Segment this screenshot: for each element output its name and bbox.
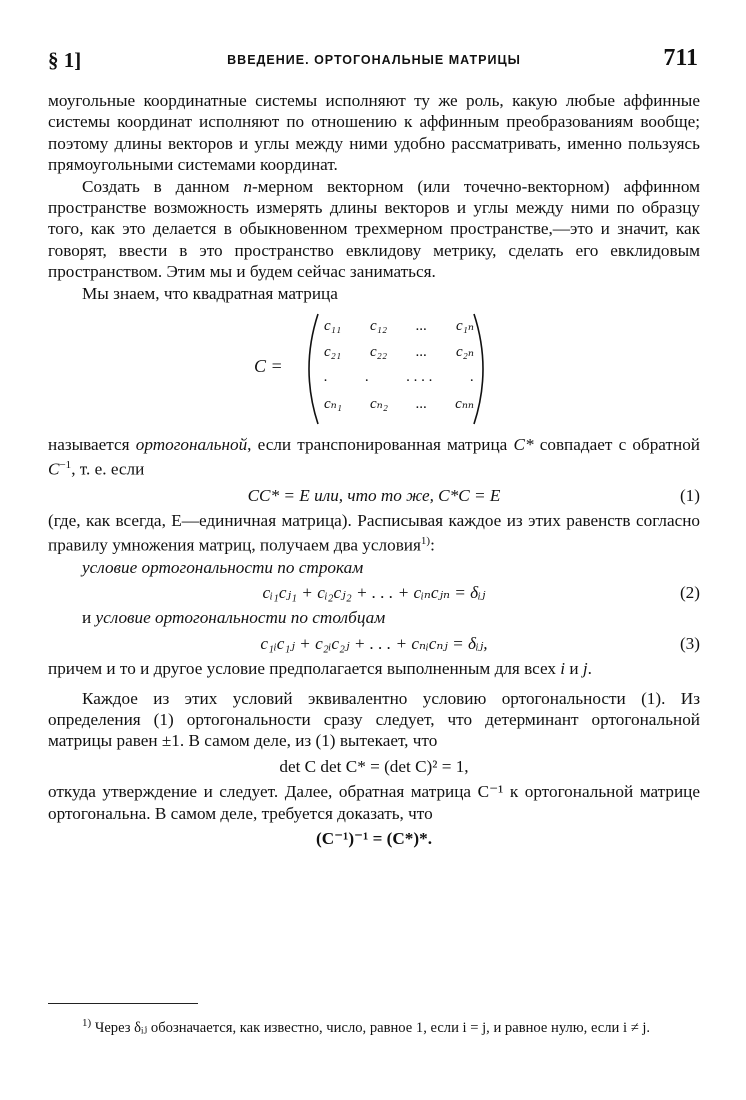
p5-end: : (430, 536, 435, 556)
p2-n: n (243, 176, 252, 196)
term-orthogonal: ортогональной (135, 435, 248, 455)
paragraph-2 (48, 176, 700, 283)
footnote-mark: 1) (82, 1017, 92, 1029)
paragraph-5 (48, 510, 700, 557)
equation-2 (48, 582, 700, 603)
matrix-cell: cₙ₁ (324, 396, 342, 413)
matrix-cell: cₙ₂ (369, 396, 388, 413)
footnote-text: Через δᵢⱼ обозначается, как известно, число, равное 1, если i = j, и равное нулю, если i ≠ j. (94, 1019, 651, 1036)
matrix-row-n (324, 394, 474, 415)
matrix-cell: c₁₁ (324, 318, 342, 335)
p4-cinv-sup: −1 (59, 459, 72, 472)
matrix-cell: c₁ₙ (456, 318, 474, 335)
running-header (48, 44, 700, 74)
p2-start: Создать в данном (82, 176, 244, 196)
matrix-cell: c₂₁ (324, 344, 342, 361)
condition-rows-text: условие ортогональности по строкам (82, 557, 364, 577)
equation-3 (48, 633, 700, 654)
matrix-cell: cₙₙ (455, 396, 474, 413)
matrix-cell: c₂ₙ (456, 344, 474, 361)
matrix-cell: c₂₂ (369, 344, 388, 361)
body-text (48, 90, 700, 853)
condition-cols-heading (48, 607, 700, 628)
paragraph-3: Мы знаем, что квадратная матрица (82, 283, 338, 303)
p5-text: (где, как всегда, E—единичная матрица). Расписывая каждое из этих равенств согласно правилу умножения матриц, получаем два условия (48, 511, 700, 556)
p6-j: j (582, 659, 588, 679)
p4-cstar: C* (513, 435, 534, 455)
p4-d: совпадает с обратной (533, 435, 700, 455)
paragraph-4 (48, 434, 700, 481)
equation-det-body: det C det C* = (det C)² = 1, (279, 756, 469, 776)
equation-2-body: cᵢ₁cⱼ₁ + cᵢ₂cⱼ₂ + . . . + cᵢₙcⱼₙ = δᵢⱼ (262, 582, 486, 602)
matrix-label: C = (254, 356, 283, 377)
footnote-rule (48, 1003, 198, 1004)
footnote-ref: 1) (420, 535, 431, 548)
equation-det (48, 756, 700, 777)
matrix-cell: . (470, 369, 474, 386)
equation-inverse (48, 828, 700, 849)
p4-f: , т. е. если (71, 460, 145, 480)
condition-cols-and: и (82, 608, 96, 628)
equation-3-body: c₁ᵢc₁ⱼ + c₂ᵢc₂ⱼ + . . . + cₙᵢcₙⱼ = δᵢⱼ, (260, 633, 488, 653)
equation-2-number: (2) (679, 582, 700, 602)
footnote (48, 1014, 700, 1037)
page-number: 711 (663, 45, 698, 71)
matrix-row-2 (324, 342, 474, 363)
equation-inverse-body: (C⁻¹)⁻¹ = (C*)*. (315, 829, 433, 849)
paragraph-1: моугольные координатные системы исполняют ту же роль, какую любые аффинные системы координат исполняют по отношению к аффинным преобразованиям вообще; поэтому длины векторов и углы между ними удобно рассматривать, именно пользуясь прямоугольными системами координат. (48, 91, 700, 175)
equation-1-body: CC* = E или, что то же, C*C = E (247, 485, 501, 505)
p2-rest: -мерном векторном (или точечно-векторном) аффинном пространстве возможность измерять длины векторов и углы между ними по образцу того, как это делается в обыкновенном трехмерном пространстве,—это и значит, как говорят, ввести в это пространство евклидову метрику, сделать его евклидовым пространством. Этим мы и будем сейчас заниматься. (48, 176, 701, 282)
condition-rows-heading (48, 557, 700, 578)
p6-i: i (560, 659, 566, 679)
p4-a: называется (48, 435, 136, 455)
equation-3-number: (3) (679, 633, 700, 653)
paragraph-8: откуда утверждение и следует. Далее, обратная матрица C⁻¹ к ортогональной матрице ортогональна. В самом деле, требуется доказать, что (48, 782, 700, 823)
matrix-row-dots (324, 367, 474, 388)
matrix-C (298, 310, 494, 428)
equation-1-number: (1) (679, 485, 700, 505)
matrix-cell: c₁₂ (369, 318, 388, 335)
p6-end: . (587, 659, 592, 679)
running-title: ВВЕДЕНИЕ. ОРТОГОНАЛЬНЫЕ МАТРИЦЫ (227, 53, 521, 67)
equation-1 (48, 485, 700, 506)
p4-b: , если транспонированная матрица (247, 435, 514, 455)
matrix-cell: . . . . (406, 369, 433, 386)
book-page (48, 0, 700, 1100)
matrix-cell: ... (415, 396, 428, 413)
condition-cols-text: условие ортогональности по столбцам (95, 608, 386, 628)
matrix-cell: ... (415, 344, 428, 361)
section-marker: § 1] (48, 48, 82, 72)
matrix-cell: ... (415, 318, 428, 335)
matrix-block (48, 310, 700, 428)
paragraph-7: Каждое из этих условий эквивалентно условию ортогональности (1). Из определения (1) ортогональности сразу следует, что детерминант ортогональной матрицы равен ±1. В самом деле, из (1) вытекает, что (48, 688, 700, 751)
matrix-cell: . (324, 369, 328, 386)
paragraph-6 (48, 658, 700, 679)
p4-cinv: C (48, 460, 60, 480)
p6-and: и (565, 659, 583, 679)
matrix-cell: . (365, 369, 369, 386)
p6-a: причем и то и другое условие предполагается выполненным для всех (48, 659, 561, 679)
matrix-row-1 (324, 316, 474, 337)
